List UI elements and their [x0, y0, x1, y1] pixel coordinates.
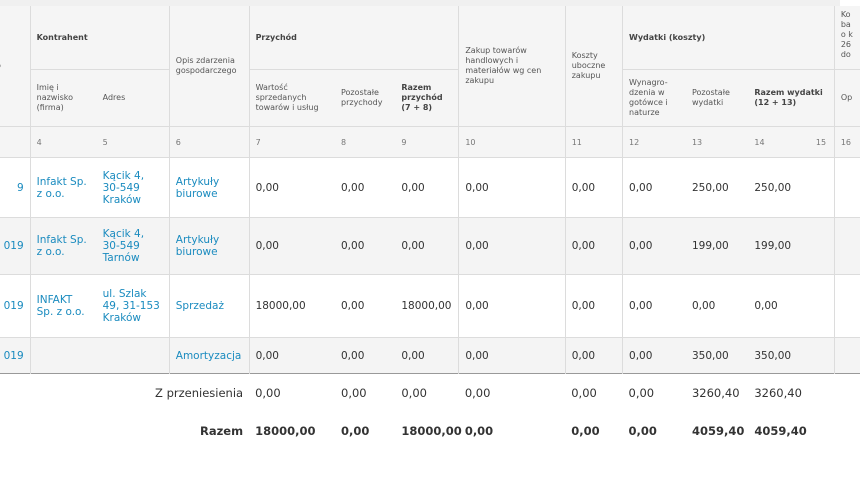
summary-total-expenses: 4059,40 — [748, 412, 816, 450]
column-number-row — [0, 127, 860, 158]
header-wydatki: Wydatki (koszty) — [623, 6, 835, 70]
row-other-expenses: 199,00 — [686, 218, 748, 275]
row-total-expenses: 250,00 — [754, 181, 792, 194]
header-kontrahent: Kontrahent — [30, 6, 169, 70]
row-col16 — [834, 275, 860, 338]
row-col16 — [834, 338, 860, 374]
header-row-1 — [0, 6, 860, 70]
row-total-expenses: 0,00 — [754, 300, 778, 312]
summary-salaries: 0,00 — [623, 412, 686, 450]
header-col16-line-3: o k — [840, 30, 853, 39]
header-col16-line-1: Ko — [840, 10, 851, 19]
summary-value-sales: 0,00 — [249, 374, 335, 413]
table-row[interactable] — [0, 218, 860, 275]
header-col16-line-5: do — [840, 50, 851, 59]
row-side-costs: 0,00 — [565, 275, 622, 338]
column-number-7: 7 — [249, 127, 335, 158]
row-description[interactable]: Sprzedaż — [169, 275, 249, 338]
header-adres: Adres — [102, 93, 126, 102]
summary-col15 — [816, 412, 834, 450]
row-other-income: 0,00 — [335, 338, 395, 374]
summary-col15 — [816, 374, 834, 413]
row-total-income: 18000,00 — [401, 300, 452, 312]
row-total-income: 0,00 — [395, 338, 458, 374]
row-col15 — [816, 338, 834, 374]
table-row[interactable] — [0, 158, 860, 218]
row-salaries: 0,00 — [623, 275, 686, 338]
summary-col16 — [834, 412, 860, 450]
header-pozostale-wydatki: Pozostałe wydatki — [691, 88, 730, 107]
summary-salaries: 0,00 — [623, 374, 686, 413]
summary-other-income: 0,00 — [335, 374, 395, 413]
summary-row-carried-over — [0, 374, 860, 413]
summary-other-expenses: 4059,40 — [686, 412, 748, 450]
summary-other-income: 0,00 — [335, 412, 395, 450]
row-contractor-address[interactable]: ul. Szlak 49, 31-153 Kraków — [102, 288, 160, 324]
row-description[interactable]: Artykuły biurowe — [169, 158, 249, 218]
header-razem-wydatki: Razem wydatki (12 + 13) — [754, 88, 823, 107]
row-contractor-address[interactable]: Kącik 4, 30-549 Kraków — [102, 169, 145, 206]
column-number-13: 13 — [686, 127, 748, 158]
row-other-income: 0,00 — [341, 300, 365, 312]
row-date[interactable]: 9 — [16, 181, 24, 194]
summary-total-income: 0,00 — [395, 374, 458, 413]
summary-purchase: 0,00 — [459, 412, 565, 450]
row-other-expenses: 250,00 — [691, 181, 729, 194]
summary-total-expenses: 3260,40 — [748, 374, 816, 413]
row-col15 — [816, 158, 834, 218]
row-value-sales: 0,00 — [249, 158, 335, 218]
row-side-costs: 0,00 — [565, 158, 622, 218]
row-contractor-name[interactable] — [30, 338, 97, 374]
column-number-12: 12 — [623, 127, 686, 158]
summary-row-total — [0, 412, 860, 450]
kpir-ledger-table — [0, 6, 860, 450]
row-total-income: 0,00 — [395, 218, 458, 275]
row-col16 — [834, 158, 860, 218]
summary-col16 — [834, 374, 860, 413]
header-opis: Opis zdarzenia gospodarczego — [169, 6, 249, 127]
column-number-8: 8 — [335, 127, 395, 158]
header-razem-przychod: Razem przychód (7 + 8) — [401, 83, 443, 112]
row-purchase: 0,00 — [459, 158, 565, 218]
row-date[interactable]: 019 — [0, 218, 30, 275]
summary-purchase: 0,00 — [459, 374, 565, 413]
header-koszty-uboczne: Koszty uboczne zakupu — [565, 6, 622, 127]
row-col16 — [834, 218, 860, 275]
header-zakup: Zakup towarów handlowych i materiałów wg cen zakupu — [459, 6, 565, 127]
column-number-9: 9 — [395, 127, 458, 158]
column-number-blank — [0, 127, 30, 158]
header-col16-line-4: 26 — [840, 40, 851, 49]
header-col16-partial — [834, 6, 860, 70]
row-value-sales: 18000,00 — [249, 275, 335, 338]
row-contractor-name[interactable]: INFAKT Sp. z o.o. — [30, 275, 97, 338]
column-number-4: 4 — [30, 127, 97, 158]
column-number-14: 14 — [748, 127, 816, 158]
row-other-expenses: 0,00 — [691, 300, 716, 312]
row-salaries: 0,00 — [623, 158, 686, 218]
row-purchase: 0,00 — [459, 218, 565, 275]
column-number-6: 6 — [169, 127, 249, 158]
header-wynagrodzenia: Wynagro- dzenia w gotówce i naturze — [623, 70, 686, 127]
row-date[interactable]: 019 — [3, 300, 24, 312]
header-pozostale-przychody: Pozostałe przychody — [341, 88, 383, 107]
row-contractor-address[interactable] — [97, 338, 170, 374]
summary-side-costs: 0,00 — [565, 374, 622, 413]
header-col16-line-2: ba — [840, 20, 851, 29]
header-wartosc: Wartość sprzedanych towarów i usług — [249, 70, 335, 127]
row-purchase: 0,00 — [459, 338, 565, 374]
table-row[interactable] — [0, 275, 860, 338]
column-number-5: 5 — [97, 127, 170, 158]
summary-value-sales: 18000,00 — [249, 412, 335, 450]
row-side-costs: 0,00 — [565, 338, 622, 374]
header-col16-sub-partial: Op — [834, 70, 860, 127]
row-value-sales: 0,00 — [249, 338, 335, 374]
row-purchase: 0,00 — [459, 275, 565, 338]
row-date[interactable]: 019 — [0, 338, 30, 374]
column-number-10: 10 — [459, 127, 565, 158]
column-number-15: 15 — [816, 127, 834, 158]
row-other-income: 0,00 — [335, 218, 395, 275]
header-col3-partial — [0, 6, 30, 127]
row-contractor-address[interactable]: Kącik 4, 30-549 Tarnów — [97, 218, 170, 275]
row-other-income: 0,00 — [341, 181, 365, 194]
summary-other-expenses: 3260,40 — [686, 374, 748, 413]
summary-side-costs: 0,00 — [565, 412, 622, 450]
row-other-expenses: 350,00 — [686, 338, 748, 374]
row-total-expenses: 199,00 — [748, 218, 816, 275]
summary-label: Razem — [0, 412, 249, 450]
row-col15 — [816, 275, 834, 338]
column-number-11: 11 — [565, 127, 622, 158]
row-total-income: 0,00 — [401, 181, 425, 194]
column-number-16: 16 — [834, 127, 860, 158]
row-value-sales: 0,00 — [249, 218, 335, 275]
row-col15 — [816, 218, 834, 275]
header-row-2 — [0, 70, 860, 127]
table-row[interactable] — [0, 338, 860, 374]
header-przychod: Przychód — [249, 6, 459, 70]
row-description[interactable]: Artykuły biurowe — [169, 218, 249, 275]
row-side-costs: 0,00 — [565, 218, 622, 275]
row-description[interactable]: Amortyzacja — [169, 338, 249, 374]
summary-total-income: 18000,00 — [395, 412, 458, 450]
header-imie: Imię i nazwisko (firma) — [30, 70, 97, 127]
row-salaries: 0,00 — [623, 218, 686, 275]
summary-label: Z przeniesienia — [0, 374, 249, 413]
row-salaries: 0,00 — [623, 338, 686, 374]
row-contractor-name[interactable]: Infakt Sp. z o.o. — [30, 218, 97, 275]
row-total-expenses: 350,00 — [748, 338, 816, 374]
row-contractor-name[interactable]: Infakt Sp. z o.o. — [30, 158, 97, 218]
